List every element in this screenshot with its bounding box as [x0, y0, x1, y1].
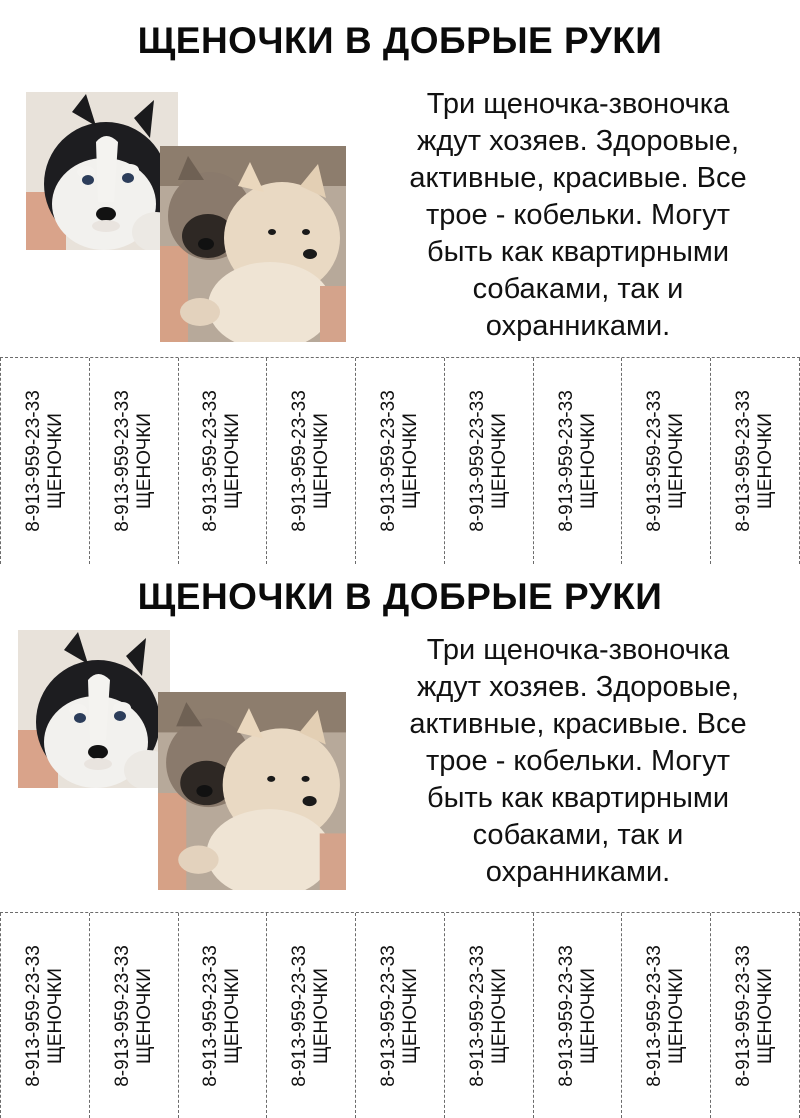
description-line: быть как квартирными: [426, 782, 730, 814]
tab-label: ЩЕНОЧКИ: [222, 413, 244, 509]
tear-off-tab[interactable]: [266, 913, 355, 1118]
tab-label: ЩЕНОЧКИ: [133, 967, 155, 1064]
tab-label: ЩЕНОЧКИ: [400, 413, 422, 509]
husky-puppy-photo: [26, 92, 178, 250]
flyer-description: [368, 86, 788, 345]
tab-label: ЩЕНОЧКИ: [577, 967, 599, 1064]
tab-label: ЩЕНОЧКИ: [133, 413, 155, 509]
description-line: быть как квартирными: [426, 236, 730, 268]
description-line: активные, красивые. Все: [409, 708, 747, 740]
tear-off-tab[interactable]: [89, 358, 178, 564]
description-line: ждут хозяев. Здоровые,: [416, 671, 740, 703]
tab-phone: 8-913-959-23-33: [111, 944, 133, 1087]
tab-phone: 8-913-959-23-33: [378, 944, 400, 1087]
tab-label: ЩЕНОЧКИ: [666, 967, 688, 1064]
description-line: активные, красивые. Все: [409, 162, 747, 194]
description-line: трое - кобельки. Могут: [425, 745, 731, 777]
two-puppies-photo: [158, 692, 346, 890]
description-line: охранниками.: [485, 856, 671, 888]
tear-off-tab[interactable]: [710, 913, 800, 1118]
description-line: трое - кобельки. Могут: [425, 199, 731, 231]
tab-label: ЩЕНОЧКИ: [311, 967, 333, 1064]
description-line: Три щеночка-звоночка: [426, 634, 730, 666]
tear-off-tab[interactable]: [710, 358, 800, 564]
tab-phone: 8-913-959-23-33: [378, 390, 400, 532]
tear-off-tab[interactable]: [355, 358, 444, 564]
description-line: охранниками.: [485, 310, 671, 342]
tear-off-tab[interactable]: [533, 913, 622, 1118]
tab-phone: 8-913-959-23-33: [466, 944, 488, 1087]
tab-label: ЩЕНОЧКИ: [400, 967, 422, 1064]
tear-off-strip: [0, 357, 800, 564]
description-line: собаками, так и: [472, 819, 684, 851]
tab-label: ЩЕНОЧКИ: [755, 413, 777, 509]
tear-off-strip: [0, 912, 800, 1118]
tab-phone: 8-913-959-23-33: [466, 390, 488, 532]
tab-phone: 8-913-959-23-33: [555, 390, 577, 532]
tab-label: ЩЕНОЧКИ: [488, 967, 510, 1064]
tab-phone: 8-913-959-23-33: [200, 390, 222, 532]
flyer-description: [368, 632, 788, 891]
tab-phone: 8-913-959-23-33: [111, 390, 133, 532]
tab-label: ЩЕНОЧКИ: [311, 413, 333, 509]
tear-off-tab[interactable]: [0, 913, 89, 1118]
tear-off-tab[interactable]: [621, 913, 710, 1118]
tear-off-tab[interactable]: [444, 913, 533, 1118]
tab-label: ЩЕНОЧКИ: [44, 413, 66, 509]
description-line: Три щеночка-звоночка: [426, 88, 730, 120]
tab-phone: 8-913-959-23-33: [22, 390, 44, 532]
tear-off-tab[interactable]: [89, 913, 178, 1118]
tab-phone: 8-913-959-23-33: [644, 944, 666, 1087]
description-line: собаками, так и: [472, 273, 684, 305]
tear-off-tab[interactable]: [178, 358, 267, 564]
tear-off-tab[interactable]: [444, 358, 533, 564]
description-line: ждут хозяев. Здоровые,: [416, 125, 740, 157]
tear-off-tab[interactable]: [533, 358, 622, 564]
flyer-top: [0, 0, 800, 558]
tear-off-tab[interactable]: [266, 358, 355, 564]
flyer-headline: ЩЕНОЧКИ В ДОБРЫЕ РУКИ: [137, 576, 663, 617]
tear-off-tab[interactable]: [621, 358, 710, 564]
tear-off-tab[interactable]: [0, 358, 89, 564]
tab-phone: 8-913-959-23-33: [289, 390, 311, 532]
tab-label: ЩЕНОЧКИ: [755, 967, 777, 1064]
tab-phone: 8-913-959-23-33: [200, 944, 222, 1087]
tab-label: ЩЕНОЧКИ: [666, 413, 688, 509]
tab-label: ЩЕНОЧКИ: [44, 967, 66, 1064]
tab-phone: 8-913-959-23-33: [555, 944, 577, 1087]
tab-phone: 8-913-959-23-33: [289, 944, 311, 1087]
tear-off-tab[interactable]: [178, 913, 267, 1118]
tab-phone: 8-913-959-23-33: [644, 390, 666, 532]
flyer-bottom: [0, 558, 800, 1116]
two-puppies-photo: [160, 146, 346, 342]
tear-off-tab[interactable]: [355, 913, 444, 1118]
flyer-headline: ЩЕНОЧКИ В ДОБРЫЕ РУКИ: [137, 20, 663, 61]
tab-phone: 8-913-959-23-33: [733, 944, 755, 1087]
tab-phone: 8-913-959-23-33: [733, 390, 755, 532]
tab-label: ЩЕНОЧКИ: [577, 413, 599, 509]
husky-puppy-photo: [18, 630, 170, 788]
tab-label: ЩЕНОЧКИ: [488, 413, 510, 509]
tab-phone: 8-913-959-23-33: [22, 944, 44, 1087]
tab-label: ЩЕНОЧКИ: [222, 967, 244, 1064]
